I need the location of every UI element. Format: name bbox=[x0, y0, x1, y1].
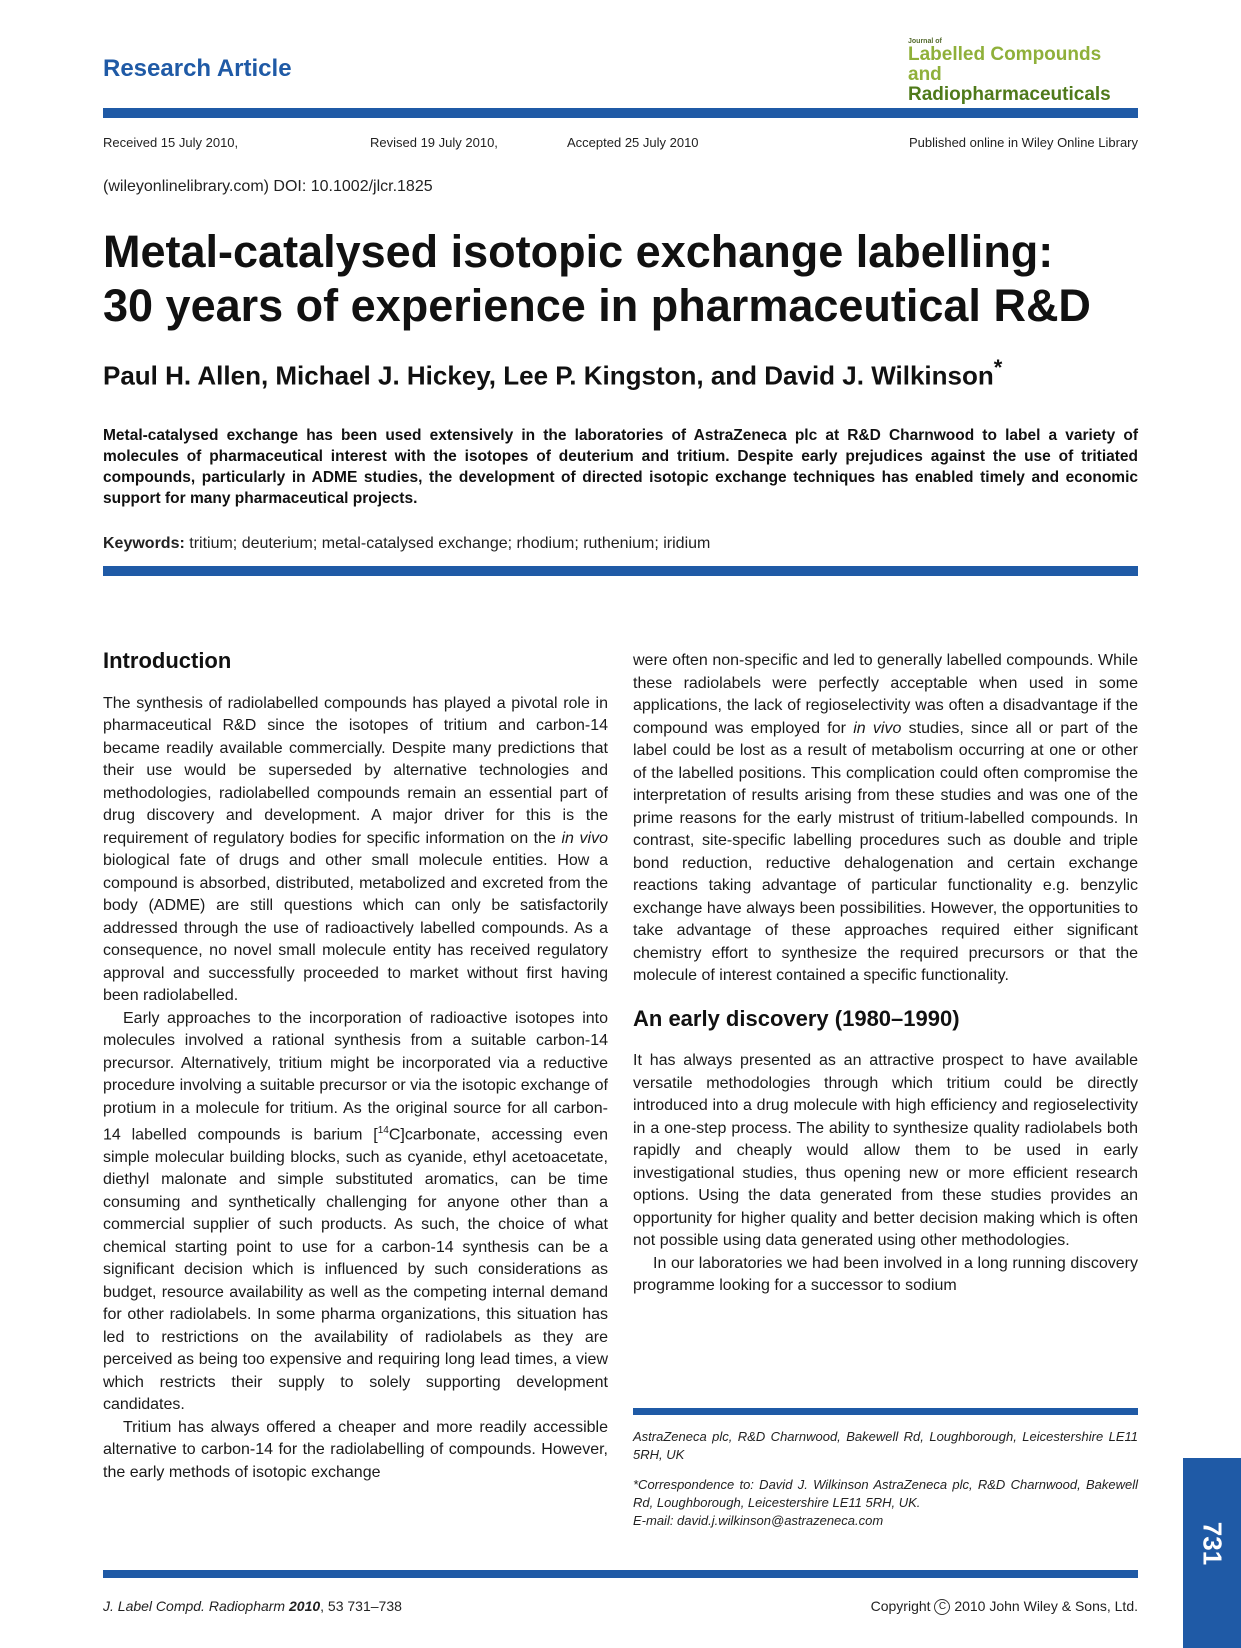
received-date: Received 15 July 2010, bbox=[103, 135, 239, 150]
doi: (wileyonlinelibrary.com) DOI: 10.1002/jlcr.1825 bbox=[103, 178, 433, 195]
right-p1-text-a: were often non-specific and led to generally labelled compounds. While these radiolabels were perfectly acceptable when used in some applications, the lack of regioselectivity was often a disadvantage if the compound was employed for bbox=[633, 652, 1138, 737]
intro-paragraph-2 bbox=[103, 1008, 608, 1417]
abstract: Metal-catalysed exchange has been used extensively in the laboratories of AstraZeneca plc at R&D Charnwood to label a variety of molecules of pharmaceutical interest with the isotopes of deuterium and tritium. Despite early prejudices against the use of tritiated compounds, particularly in ADME studies, the development of directed isotopic exchange techniques has enabled timely and economic support for many pharmaceutical projects. bbox=[103, 427, 1138, 507]
intro-p2-text-a: Early approaches to the incorporation of radioactive isotopes into molecules involved a rational synthesis from a suitable carbon-14 precursor. Alternatively, tritium might be incorporated via a reductive procedure involving a suitable precursor or via the isotopic exchange of protium in a molecule for tritium. As the original source for all carbon-14 labelled compounds is barium [ bbox=[103, 1009, 608, 1144]
header-divider bbox=[103, 108, 1138, 118]
correspondence-email: E-mail: david.j.wilkinson@astrazeneca.com bbox=[633, 1513, 884, 1528]
article-title bbox=[103, 225, 1143, 333]
right-paragraph-3: In our laboratories we had been involved in a long running discovery programme looking for a successor to sodium bbox=[633, 1254, 1138, 1294]
citation-year: 2010 bbox=[289, 1598, 321, 1614]
citation-journal: J. Label Compd. Radiopharm bbox=[103, 1598, 289, 1614]
right-paragraph-1 bbox=[633, 650, 1138, 988]
journal-citation bbox=[103, 1598, 402, 1614]
intro-p1-italic: in vivo bbox=[561, 829, 608, 847]
title-line-2: 30 years of experience in pharmaceutical R&D bbox=[103, 280, 1091, 331]
citation-volume-pages: , 53 731–738 bbox=[320, 1598, 402, 1614]
journal-logo-line1: Labelled Compounds and bbox=[908, 44, 1102, 85]
keywords bbox=[103, 535, 710, 553]
journal-logo-small: Journal of bbox=[908, 38, 942, 45]
affiliation-address: AstraZeneca plc, R&D Charnwood, Bakewell Rd, Loughborough, Leicestershire LE11 5RH, UK bbox=[633, 1429, 1138, 1462]
authors bbox=[103, 355, 1002, 392]
abstract-divider bbox=[103, 566, 1138, 576]
published-online: Published online in Wiley Online Library bbox=[908, 135, 1138, 150]
corresponding-author-mark: * bbox=[993, 355, 1003, 380]
intro-p1-text-b: biological fate of drugs and other small molecule entities. How a compound is absorbed, distributed, metabolized and excreted from the body (ADME) are still questions which can only be satisfactorily addressed through the use of radioactively labelled compounds. As a consequence, no novel small molecule entity has received regulatory approval and successfully proceeded to market without first having been radiolabelled. bbox=[103, 852, 608, 1004]
right-column bbox=[633, 650, 1138, 1298]
right-p1-text-b: studies, since all or part of the label could be lost as a result of metabolism occurring at one or other of the labelled positions. This complication could often compromise the interpretation of results arising from these studies and was one of the prime reasons for the early mistrust of tritium-labelled compounds. In contrast, site-specific labelling procedures such as double and triple bond reduction, reductive dehalogenation and certain exchange reactions taking advantage of particular functionality e.g. benzylic exchange have always been possibilities. However, the opportunities to take advantage of these approaches required either significant chemistry effort to synthesize the required precursors or that the molecule of interest contained a specific functionality. bbox=[633, 719, 1138, 984]
section-label: Research Article bbox=[103, 55, 292, 82]
author-list: Paul H. Allen, Michael J. Hickey, Lee P. Kingston, and David J. Wilkinson bbox=[103, 360, 994, 391]
journal-logo-line2: Radiopharmaceuticals bbox=[908, 84, 1111, 105]
intro-p1-text-a: The synthesis of radiolabelled compounds has played a pivotal role in pharmaceutical R&D since the isotopes of tritium and carbon-14 became readily available commercially. Despite many predictions that their use would be superseded by alternative technologies and methodologies, radiolabelled compounds remain an essential part of drug discovery and development. A major driver for this is the requirement of regulatory bodies for specific information on the bbox=[103, 694, 608, 847]
accepted-date: Accepted 25 July 2010 bbox=[567, 135, 699, 150]
keywords-list: tritium; deuterium; metal-catalysed exchange; rhodium; ruthenium; iridium bbox=[189, 535, 711, 552]
intro-p2-text-b: C]carbonate, accessing even simple molecular building blocks, such as cyanide, ethyl acetoacetate, diethyl malonate and simple substituted aromatics, can be time consuming and synthetically challenging for anyone other than a commercial supplier of such products. As such, the choice of what chemical starting point to use for a carbon-14 synthesis can be a significant decision which is influenced by such considerations as budget, resource availability as well as the competing internal demand for other radiolabels. In some pharma organizations, this situation has led to restrictions on the availability of radiolabels as they are perceived as being too expensive and requiring long lead times, a view which restricts their supply to solely supporting development candidates. bbox=[103, 1126, 608, 1414]
journal-logo bbox=[908, 38, 1138, 105]
right-paragraph-2: It has always presented as an attractive prospect to have available versatile methodologies through which tritium could be directly introduced into a drug molecule with high efficiency and regioselectivity in a one-step process. The ability to synthesize quality radiolabels both rapidly and cheaply would allow them to be used in early investigational studies, thus opening new or more efficient research options. Using the data generated from these studies provides an opportunity for higher quality and better decision making which is often not possible using data generated using other methodologies. bbox=[633, 1052, 1138, 1249]
revised-date: Revised 19 July 2010, bbox=[370, 135, 498, 150]
affiliation-block bbox=[633, 1428, 1138, 1542]
copyright-holder: 2010 John Wiley & Sons, Ltd. bbox=[954, 1598, 1138, 1614]
right-p1-italic: in vivo bbox=[853, 719, 902, 737]
intro-paragraph-3: Tritium has always offered a cheaper and more readily accessible alternative to carbon-14 for the radiolabelling of compounds. However, the early methods of isotopic exchange bbox=[103, 1418, 608, 1481]
left-column bbox=[103, 650, 608, 1484]
copyright-icon: C bbox=[934, 1599, 950, 1615]
title-line-1: Metal-catalysed isotopic exchange labelling: bbox=[103, 226, 1054, 277]
early-discovery-heading: An early discovery (1980–1990) bbox=[633, 1005, 960, 1031]
page-number: 731 bbox=[1197, 1521, 1228, 1566]
keywords-label: Keywords: bbox=[103, 535, 185, 552]
intro-p2-superscript: 14 bbox=[377, 1125, 389, 1136]
intro-paragraph-1 bbox=[103, 693, 608, 1008]
copyright-word: Copyright bbox=[870, 1598, 931, 1614]
correspondence: *Correspondence to: David J. Wilkinson AstraZeneca plc, R&D Charnwood, Bakewell Rd, Loughborough, Leicestershire LE11 5RH, UK. bbox=[633, 1477, 1138, 1510]
footer-divider bbox=[103, 1570, 1138, 1578]
page-number-tab bbox=[1183, 1458, 1241, 1648]
introduction-heading: Introduction bbox=[103, 648, 232, 673]
copyright bbox=[871, 1598, 1138, 1615]
affiliation-divider bbox=[633, 1408, 1138, 1415]
